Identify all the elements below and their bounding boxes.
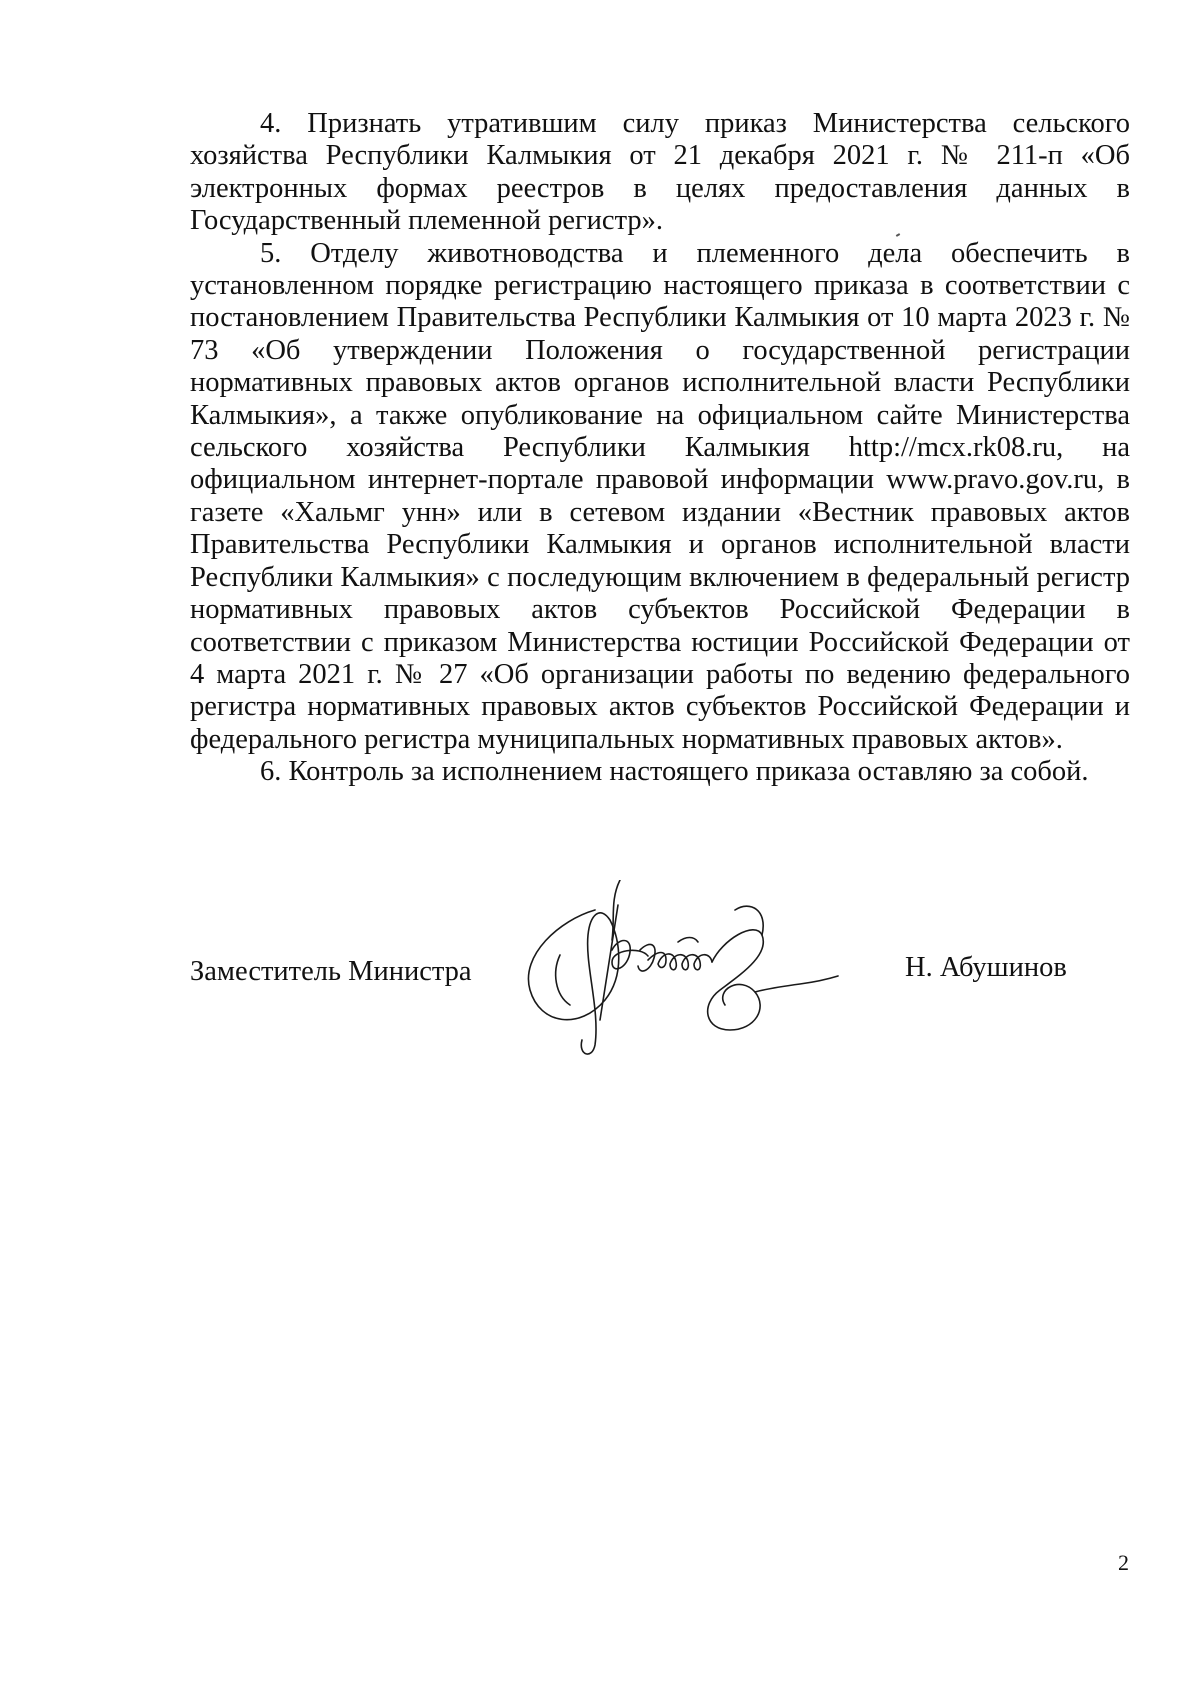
document-body <box>190 108 1130 789</box>
paragraph-item-6: 6. Контроль за исполнением настоящего приказа оставляю за собой. <box>260 756 1089 788</box>
paragraph-item-4: 4. Признать утратившим силу приказ Министерства сельского хозяйства Республики Калмыкия от 21 декабря 2021 г. № 211-п «Об электронных формах реестров в целях предоставления данных в Государственный племенной регистр». <box>190 108 1130 237</box>
signature-block <box>190 880 1130 1060</box>
handwritten-signature-icon <box>500 880 840 1060</box>
paragraph-item-5: 5. Отделу животноводства и племенного дела обеспечить в установленном порядке регистрацию настоящего приказа в соответствии с постановлением Правительства Республики Калмыкия от 10 марта 2023 г. № 73 «Об утверждении Положения о государственной регистрации нормативных правовых актов органов исполнительной власти Республики Калмыкия», а также опубликование на официальном сайте Министерства сельского хозяйства Республики Калмыкия http://mcx.rk08.ru, на официальном интернет-портале правовой информации www.pravo.gov.ru, в газете «Хальмг унн» или в сетевом издании «Вестник правовых актов Правительства Республики Калмыкия и органов исполнительной власти Республики Калмыкия» с последующим включением в федеральный регистр нормативных правовых актов субъектов Российской Федерации в соответствии с приказом Министерства юстиции Российской Федерации от 4 марта 2021 г. № 27 «Об организации работы по ведению федерального регистра нормативных правовых актов субъектов Российской Федерации и федерального регистра муниципальных нормативных правовых актов». <box>190 237 1130 755</box>
page-number: 2 <box>1118 1550 1129 1575</box>
signer-name: Н. Абушинов <box>905 952 1067 983</box>
signer-position: Заместитель Министра <box>190 956 472 987</box>
